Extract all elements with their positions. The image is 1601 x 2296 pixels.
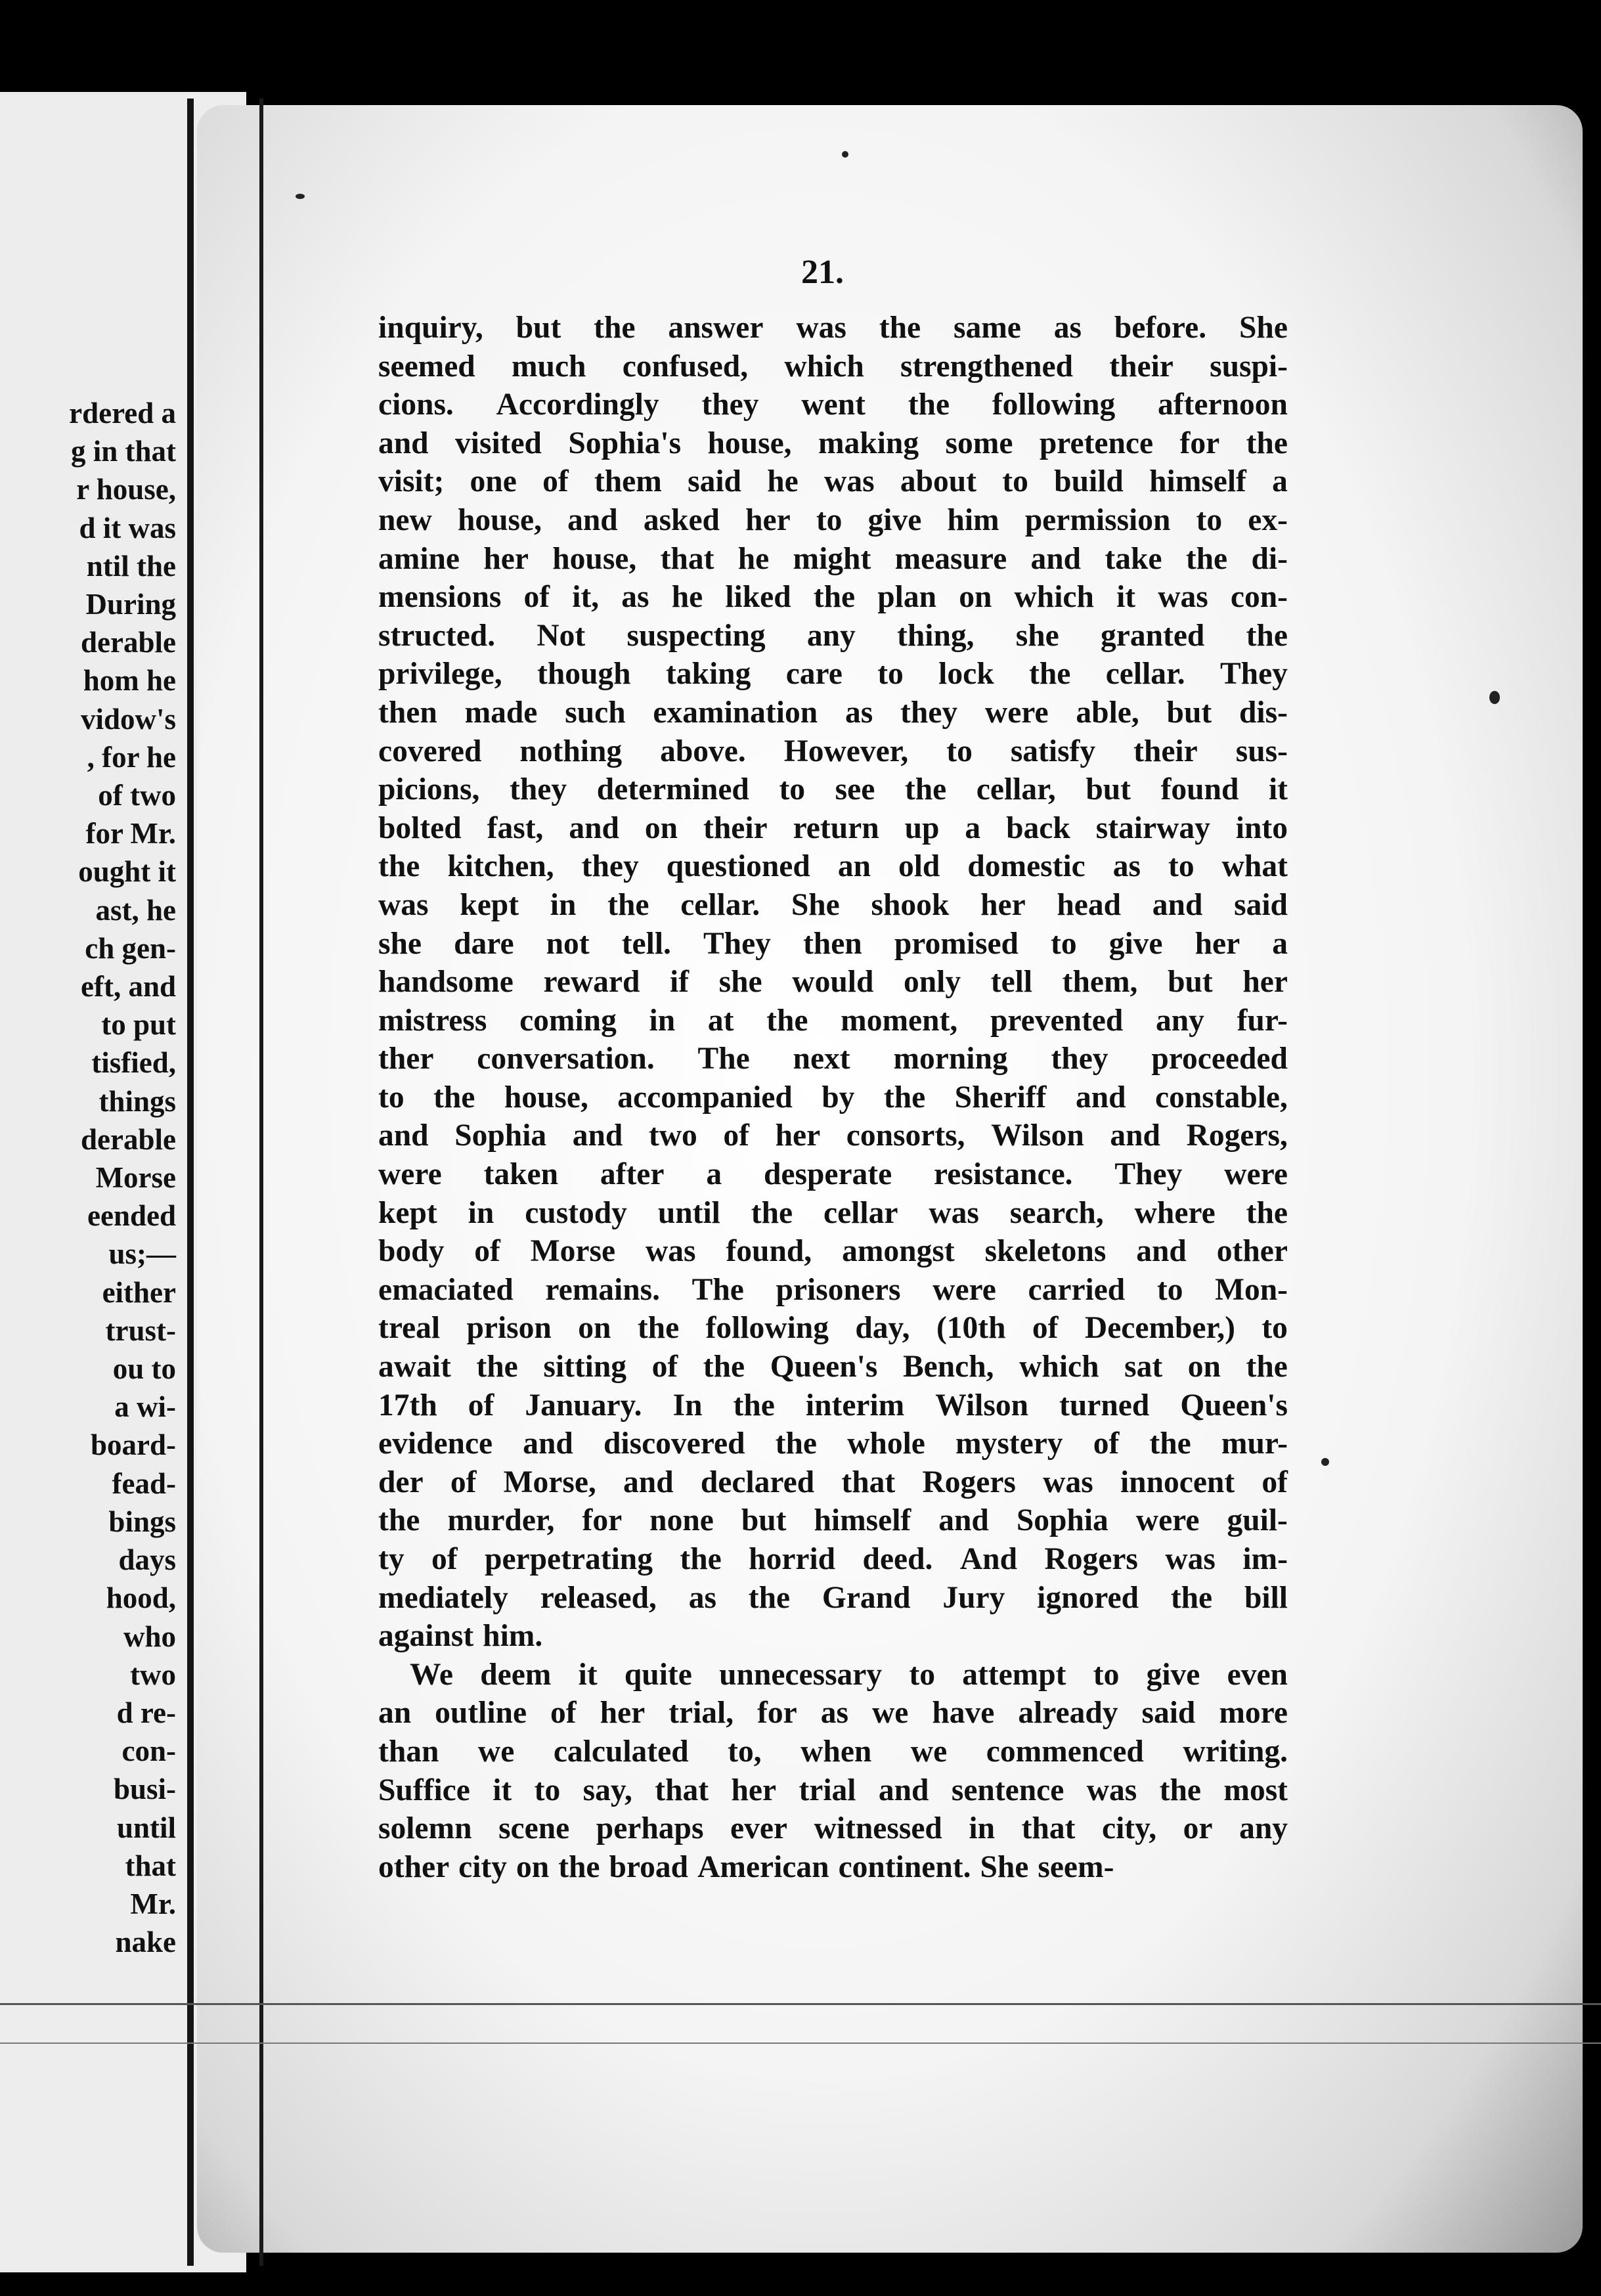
left-fragment-line: until — [116, 1811, 176, 1844]
body-line: 17th of January. In the interim Wilson turned Queen's — [378, 1388, 1288, 1423]
scan-speck — [1489, 691, 1500, 704]
body-line: to the house, accompanied by the Sheriff and constable, — [378, 1080, 1288, 1115]
scan-speck — [842, 151, 848, 158]
body-line: picions, they determined to see the cellar, but found it — [378, 772, 1288, 807]
body-line: privilege, though taking care to lock the cellar. They — [378, 657, 1288, 692]
left-fragment-line: , for he — [87, 740, 176, 774]
left-fragment-line: things — [99, 1084, 176, 1118]
body-line: await the sitting of the Queen's Bench, which sat on the — [378, 1350, 1288, 1384]
body-line: other city on the broad American continent. She seem- — [378, 1849, 1114, 1884]
body-line: the kitchen, they questioned an old domestic as to what — [378, 849, 1288, 884]
left-fragment-line: derable — [81, 1122, 176, 1156]
body-line: the murder, for none but himself and Sophia were guil- — [378, 1503, 1288, 1538]
page-number: 21. — [801, 254, 844, 291]
scan-rule-line — [0, 2042, 1601, 2044]
body-line: kept in custody until the cellar was search, where the — [378, 1195, 1288, 1230]
scan-speck — [296, 194, 305, 199]
left-fragment-line: ch gen- — [85, 931, 176, 965]
body-line: cions. Accordingly they went the following afternoon — [378, 387, 1288, 422]
body-line: and Sophia and two of her consorts, Wilson and Rogers, — [378, 1118, 1288, 1153]
body-line: new house, and asked her to give him permission to ex- — [378, 502, 1288, 537]
left-fragment-line: to put — [101, 1008, 176, 1042]
left-fragment-line: that — [125, 1849, 176, 1882]
body-line: structed. Not suspecting any thing, she granted the — [378, 618, 1288, 653]
left-fragment-line: eft, and — [81, 970, 176, 1004]
left-fragment-line: vidow's — [80, 702, 176, 736]
left-fragment-line: derable — [81, 626, 176, 659]
body-line: and visited Sophia's house, making some pretence for the — [378, 426, 1288, 460]
body-line: solemn scene perhaps ever witnessed in that city, or any — [378, 1811, 1288, 1846]
left-fragment-line: r house, — [76, 473, 176, 506]
body-line: We deem it quite unnecessary to attempt to give even — [410, 1657, 1288, 1692]
left-fragment-line: ntil the — [86, 549, 176, 583]
scan-rule-line — [0, 2003, 1601, 2005]
left-fragment-line: During — [85, 588, 176, 621]
left-fragment-line: Mr. — [130, 1887, 176, 1920]
left-fragment-line: for Mr. — [85, 817, 176, 850]
left-fragment-line: ast, he — [95, 893, 176, 927]
left-fragment-line: hom he — [83, 664, 176, 697]
body-line: was kept in the cellar. She shook her head and said — [378, 887, 1288, 922]
left-fragment-line: us;— — [108, 1237, 176, 1271]
body-line: covered nothing above. However, to satisfy their sus- — [378, 734, 1288, 768]
body-line: then made such examination as they were able, but dis- — [378, 695, 1288, 730]
left-fragment-line: days — [118, 1543, 176, 1577]
body-line: mediately released, as the Grand Jury ignored the bill — [378, 1580, 1288, 1615]
body-line: mistress coming in at the moment, prevented any fur- — [378, 1003, 1288, 1038]
body-line: an outline of her trial, for as we have already said more — [378, 1696, 1288, 1731]
page-edge-line — [259, 99, 263, 2266]
left-fragment-line: d it was — [79, 511, 176, 544]
body-line: than we calculated to, when we commenced writing. — [378, 1734, 1288, 1769]
left-fragment-line: d re- — [116, 1696, 176, 1729]
left-fragment-line: either — [102, 1275, 176, 1309]
left-fragment-line: nake — [115, 1926, 176, 1959]
left-page-text — [0, 394, 176, 1961]
left-fragment-line: fead- — [112, 1467, 176, 1500]
left-fragment-line: ou to — [112, 1352, 176, 1386]
body-line: amine her house, that he might measure and take the di- — [378, 541, 1288, 576]
scan-speck — [1321, 1458, 1329, 1466]
body-line: seemed much confused, which strengthened their suspi- — [378, 349, 1288, 384]
left-fragment-line: bings — [108, 1505, 176, 1538]
left-fragment-line: ought it — [78, 855, 176, 889]
left-fragment-line: Morse — [95, 1161, 176, 1195]
left-fragment-line: busi- — [113, 1773, 176, 1806]
body-line: body of Morse was found, amongst skeletons and other — [378, 1234, 1288, 1269]
left-fragment-line: trust- — [105, 1314, 176, 1347]
body-line: handsome reward if she would only tell them, but her — [378, 965, 1288, 1000]
body-line: Suffice it to say, that her trial and sentence was the most — [378, 1773, 1288, 1807]
body-line: bolted fast, and on their return up a back stairway into — [378, 810, 1288, 845]
book-gutter — [187, 99, 194, 2266]
left-fragment-line: board- — [90, 1428, 176, 1462]
body-line: emaciated remains. The prisoners were carried to Mon- — [378, 1272, 1288, 1307]
left-fragment-line: con- — [121, 1734, 176, 1768]
left-fragment-line: hood, — [106, 1581, 176, 1615]
left-fragment-line: g in that — [70, 435, 176, 468]
left-fragment-line: eended — [87, 1199, 176, 1233]
left-fragment-line: who — [123, 1620, 176, 1653]
body-line: against him. — [378, 1619, 543, 1654]
body-line: ther conversation. The next morning they proceeded — [378, 1042, 1288, 1076]
left-fragment-line: two — [130, 1658, 176, 1691]
body-line: mensions of it, as he liked the plan on which it was con- — [378, 580, 1288, 615]
body-line: der of Morse, and declared that Rogers was innocent of — [378, 1465, 1288, 1499]
left-fragment-line: tisfied, — [91, 1046, 176, 1080]
body-line: visit; one of them said he was about to build himself a — [378, 464, 1288, 499]
body-line: ty of perpetrating the horrid deed. And Rogers was im- — [378, 1542, 1288, 1576]
left-fragment-line: a wi- — [114, 1390, 176, 1424]
left-fragment-line: rdered a — [69, 397, 176, 430]
body-line: treal prison on the following day, (10th of December,) to — [378, 1311, 1288, 1346]
body-text — [378, 309, 1288, 1886]
body-line: she dare not tell. They then promised to give her a — [378, 926, 1288, 961]
body-line: evidence and discovered the whole mystery of the mur- — [378, 1426, 1288, 1461]
left-fragment-line: of two — [98, 779, 176, 812]
body-line: were taken after a desperate resistance. They were — [378, 1157, 1288, 1192]
body-line: inquiry, but the answer was the same as before. She — [378, 311, 1288, 345]
